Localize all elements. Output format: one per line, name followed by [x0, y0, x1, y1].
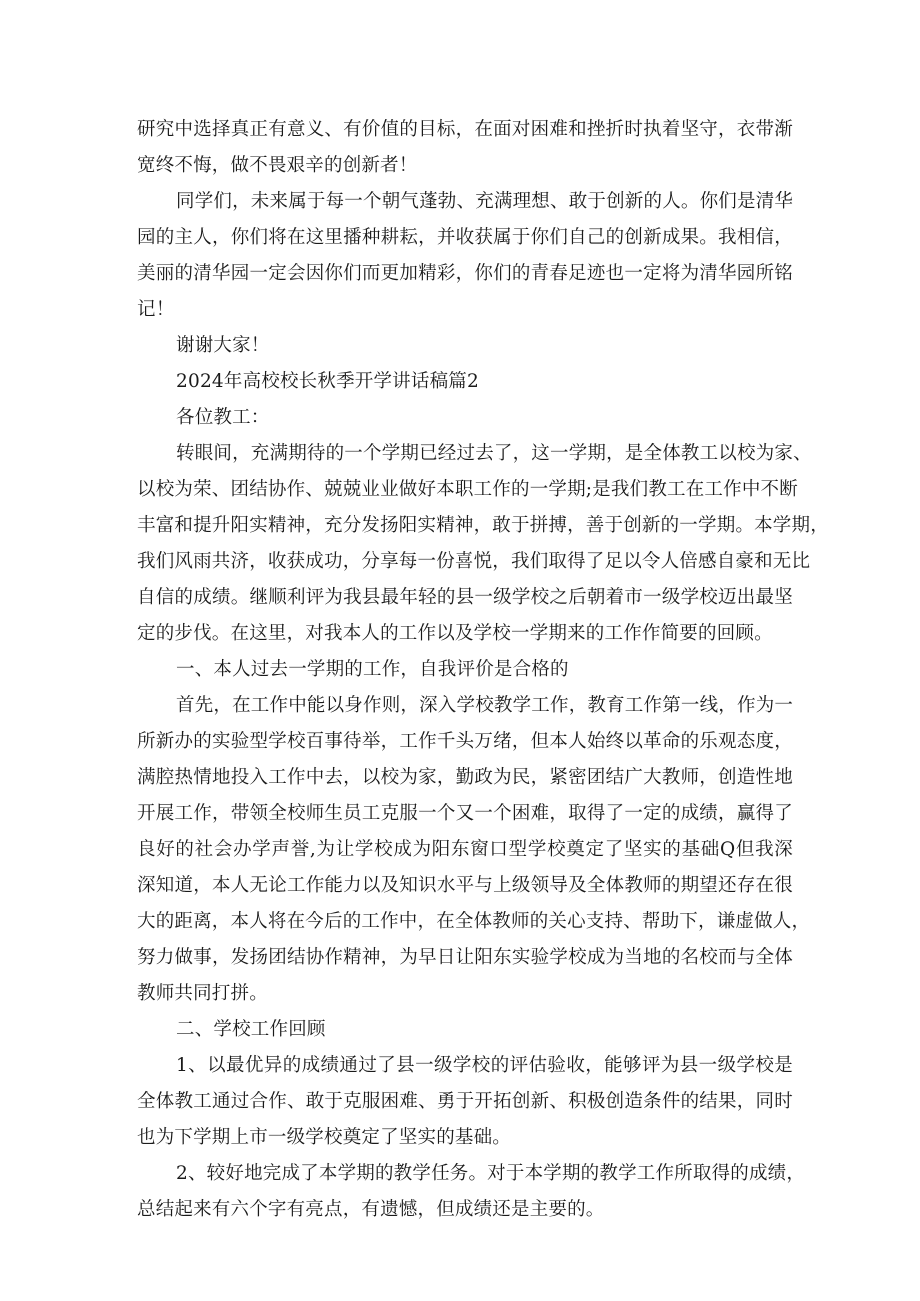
salutation: 各位教工：	[176, 407, 270, 428]
paragraph-line: 记！	[137, 299, 175, 320]
section-heading: 二、学校工作回顾	[176, 1019, 326, 1040]
paragraph-line: 教师共同打拼。	[137, 983, 268, 1004]
paragraph-line: 深知道，本人无论工作能力以及知识水平与上级领导及全体教师的期望还存在很	[137, 875, 793, 896]
section-heading: 一、本人过去一学期的工作，自我评价是合格的	[176, 659, 569, 680]
paragraph-line: 宽终不悔，做不畏艰辛的创新者！	[137, 155, 418, 176]
paragraph-line: 自信的成绩。继顺利评为我县最年轻的县一级学校之后朝着市一级学校迈出最坚	[137, 587, 793, 608]
paragraph-line: 研究中选择真正有意义、有价值的目标，在面对困难和挫折时执着坚守，衣带渐	[137, 119, 793, 140]
paragraph-line: 首先，在工作中能以身作则，深入学校教学工作，教育工作第一线，作为一	[176, 695, 794, 716]
section-title: 2024年高校校长秋季开学讲话稿篇2	[176, 371, 479, 392]
paragraph-line: 开展工作，带领全校师生员工克服一个又一个困难，取得了一定的成绩，赢得了	[137, 803, 793, 824]
paragraph-line: 以校为荣、团结协作、兢兢业业做好本职工作的一学期;是我们教工在工作中不断	[137, 479, 798, 500]
paragraph-line: 总结起来有六个字有亮点，有遗憾，但成绩还是主要的。	[137, 1199, 605, 1220]
closing-line: 谢谢大家！	[176, 335, 270, 356]
paragraph-line: 全体教工通过合作、敢于克服困难、勇于开拓创新、积极创造条件的结果，同时	[137, 1091, 793, 1112]
paragraph-line: 美丽的清华园一定会因你们而更加精彩，你们的青春足迹也一定将为清华园所铭	[137, 263, 793, 284]
paragraph-line: 园的主人，你们将在这里播种耕耘，并收获属于你们自己的创新成果。我相信，	[137, 227, 793, 248]
paragraph-line: 我们风雨共济，收获成功，分享每一份喜悦，我们取得了足以令人倍感自豪和无比	[137, 551, 811, 572]
paragraph-line: 也为下学期上市一级学校奠定了坚实的基础。	[137, 1127, 512, 1148]
paragraph-line: 努力做事，发扬团结协作精神，为早日让阳东实验学校成为当地的名校而与全体	[137, 947, 793, 968]
paragraph-line: 转眼间，充满期待的一个学期已经过去了，这一学期，是全体教工以校为家、	[176, 443, 812, 464]
paragraph-line: 大的距离，本人将在今后的工作中，在全体教师的关心支持、帮助下，谦虚做人，	[137, 911, 811, 932]
paragraph-line: 良好的社会办学声誉,为让学校成为阳东窗口型学校奠定了坚实的基础Q但我深	[137, 839, 793, 860]
paragraph-line: 2、较好地完成了本学期的教学任务。对于本学期的教学工作所取得的成绩，	[176, 1163, 806, 1184]
paragraph-line: 同学们，未来属于每一个朝气蓬勃、充满理想、敢于创新的人。你们是清华	[176, 191, 794, 212]
paragraph-line: 丰富和提升阳实精神，充分发扬阳实精神，敢于拼搏，善于创新的一学期。本学期，	[137, 515, 829, 536]
paragraph-line: 满腔热情地投入工作中去，以校为家，勤政为民，紧密团结广大教师，创造性地	[137, 767, 793, 788]
paragraph-line: 定的步伐。在这里，对我本人的工作以及学校一学期来的工作作简要的回顾。	[137, 623, 773, 644]
paragraph-line: 所新办的实验型学校百事待举，工作千头万绪，但本人始终以革命的乐观态度，	[137, 731, 793, 752]
paragraph-line: 1、以最优异的成绩通过了县一级学校的评估验收，能够评为县一级学校是	[176, 1055, 793, 1076]
